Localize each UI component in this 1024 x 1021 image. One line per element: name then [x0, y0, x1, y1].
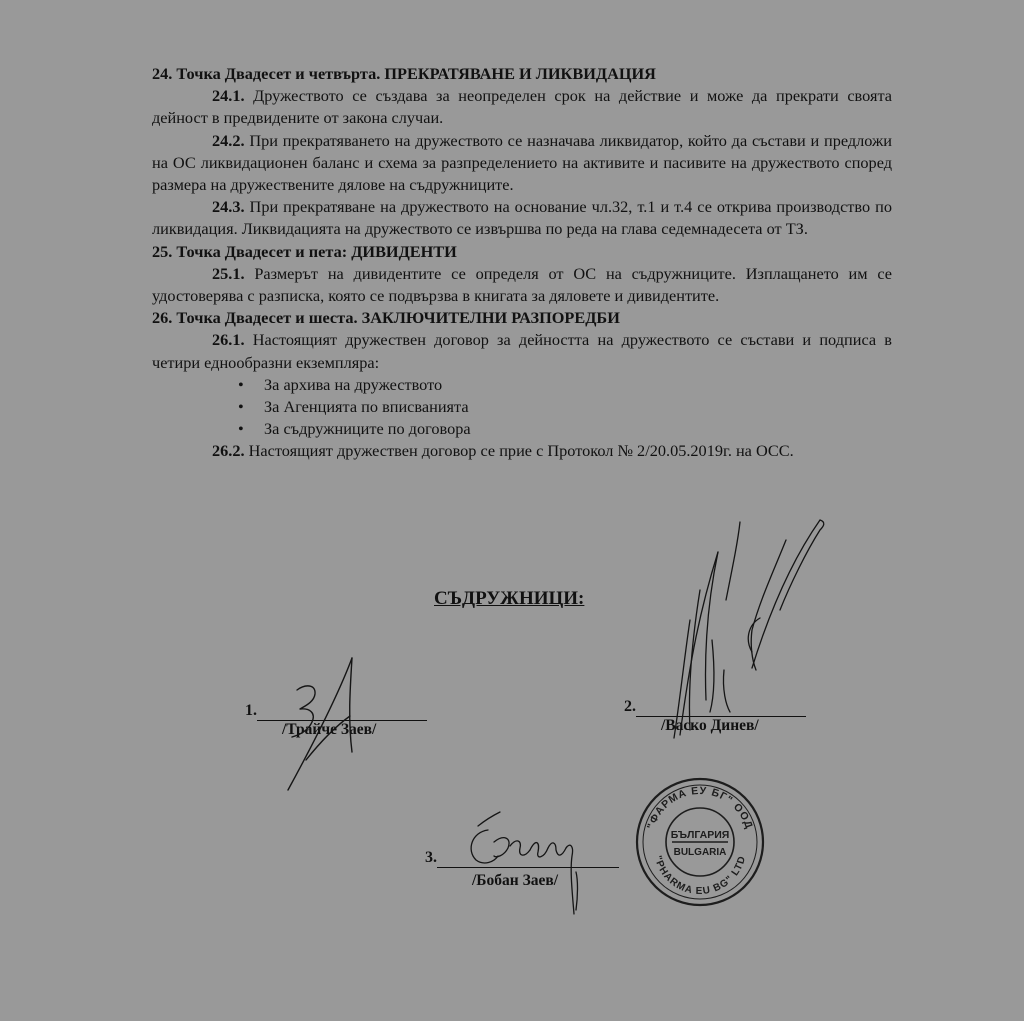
- section-heading-24: 24. Точка Двадесет и четвърта. ПРЕКРАТЯВАНЕ И ЛИКВИДАЦИЯ: [152, 64, 656, 83]
- copies-list: [152, 374, 892, 441]
- contract-text: [152, 63, 892, 463]
- paragraph-text: При прекратяване на дружеството на основание чл.32, т.1 и т.4 се открива производство по ликвидация. Ликвидацията на дружеството се извършва по реда на глава седемнадесета от ТЗ.: [152, 197, 892, 239]
- signatory-name-2: /Васко Динев/: [661, 717, 759, 734]
- signatory-name-3: /Бобан Заев/: [472, 872, 559, 889]
- signature-underline: [636, 698, 806, 717]
- list-item: • За архива на дружеството: [238, 374, 892, 396]
- paragraph-text: При прекратяването на дружеството се назначава ликвидатор, който да състави и предложи на ОС ликвидационен баланс и схема за разпределението на активите и пасивите на дружеството според размера на дружествените дялове на съдружниците.: [152, 130, 892, 195]
- paragraph-number: 24.3.: [212, 197, 245, 217]
- signatory-number: 1.: [245, 702, 257, 719]
- list-item: • За Агенцията по вписванията: [238, 396, 892, 418]
- partners-title: СЪДРУЖНИЦИ:: [434, 588, 585, 609]
- signature-line-3: [425, 849, 619, 868]
- paragraph-26-2: [152, 440, 892, 462]
- paragraph-number: 26.2.: [212, 441, 245, 461]
- paragraph-24-3: [152, 196, 892, 240]
- stamp-outer-bottom: "PHARMA EU BG" LTD: [651, 854, 749, 898]
- paragraph-number: 24.1.: [212, 86, 245, 106]
- paragraph-number: 25.1.: [212, 263, 245, 283]
- company-stamp-icon: [637, 779, 763, 905]
- paragraph-text: Размерът на дивидентите се определя от ОС на съдружниците. Изплащането им се удостоверява с разписка, която се подвързва в книгата за дяловете и дивидентите.: [152, 263, 892, 306]
- signatory-number: 2.: [624, 698, 636, 715]
- stamp-outer-top: "ФАРМА ЕУ БГ" ООД: [644, 784, 756, 831]
- section-heading-25: 25. Точка Двадесет и пета: ДИВИДЕНТИ: [152, 241, 457, 261]
- section-heading-26: 26. Точка Двадесет и шеста. ЗАКЛЮЧИТЕЛНИ РАЗПОРЕДБИ: [152, 308, 620, 328]
- paragraph-text: Настоящият дружествен договор се прие с Протокол № 2/20.05.2019г. на ОСС.: [244, 441, 794, 461]
- list-item: • За съдружниците по договора: [238, 418, 892, 440]
- signature-line-1: [245, 702, 427, 721]
- signatory-name-1: /Трайче Заев/: [282, 721, 377, 738]
- paragraph-number: 24.2.: [212, 130, 245, 150]
- paragraph-24-2: [152, 130, 892, 197]
- signature-line-2: [624, 698, 806, 717]
- stamp-inner-top: БЪЛГАРИЯ: [670, 829, 730, 841]
- paragraph-text: Дружеството се създава за неопределен срок на действие и може да прекрати своята дейност в предвидените от закона случаи.: [152, 86, 892, 128]
- signature-underline: [437, 849, 619, 868]
- signatory-number: 3.: [425, 849, 437, 866]
- signature-underline: [257, 702, 427, 721]
- paragraph-24-1: [152, 85, 892, 129]
- paragraph-number: 26.1.: [212, 330, 245, 350]
- paragraph-25-1: [152, 263, 892, 307]
- paragraph-26-1: [152, 329, 892, 373]
- stamp-inner-bottom: BULGARIA: [673, 847, 727, 858]
- paragraph-text: Настоящият дружествен договор за дейността на дружеството се състави и подписа в четири еднообразни екземпляра:: [152, 330, 892, 372]
